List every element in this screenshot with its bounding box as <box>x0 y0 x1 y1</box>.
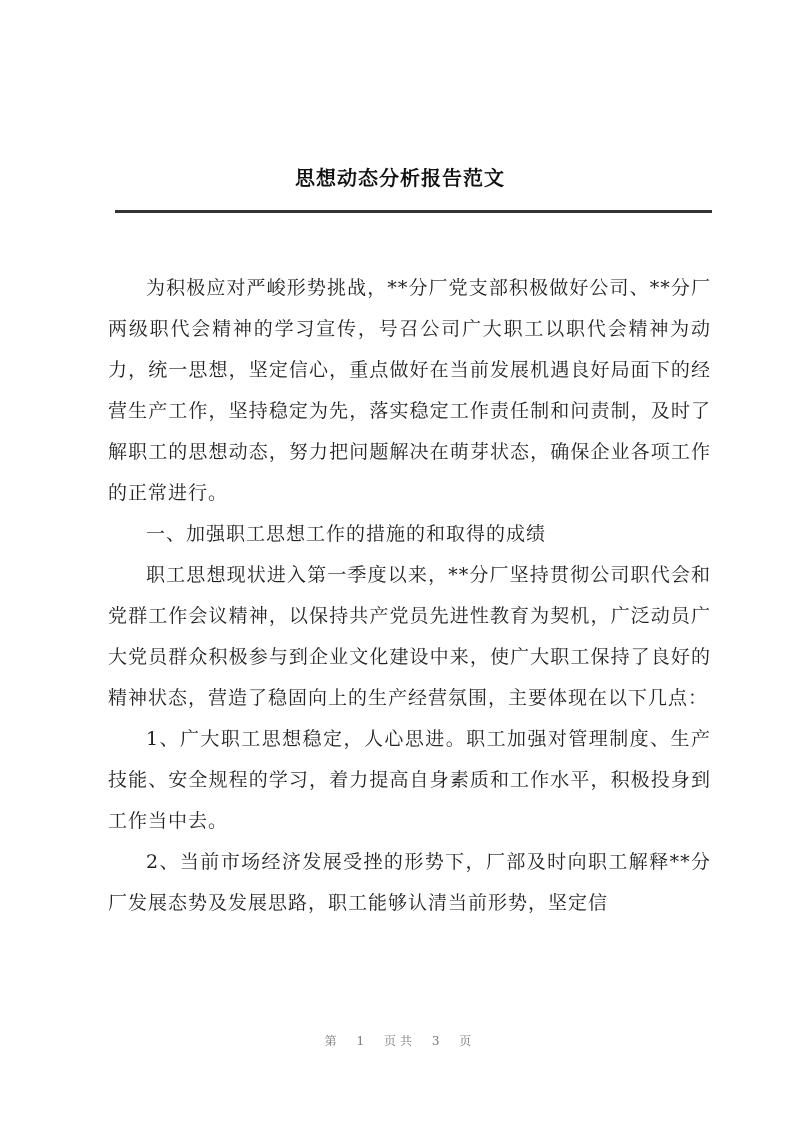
page-footer <box>0 1032 800 1049</box>
footer-middle: 页共 <box>383 1034 416 1048</box>
list-item: 2、当前市场经济发展受挫的形势下，厂部及时向职工解释**分厂发展态势及发展思路，职工能够认清当前形势，坚定信 <box>108 851 711 914</box>
document-title: 思想动态分析报告范文 <box>295 166 505 190</box>
current-page-number: 1 <box>356 1034 369 1048</box>
footer-prefix: 第 <box>324 1034 341 1048</box>
section-heading: 一、加强职工思想工作的措施的和取得的成绩 <box>146 523 547 545</box>
total-page-count: 3 <box>431 1034 444 1048</box>
document-body <box>108 268 711 924</box>
list-item: 1、广大职工思想稳定，人心思进。职工加强对管理制度、生产技能、安全规程的学习，着力提高自身素质和工作水平，积极投身到工作当中去。 <box>108 728 711 832</box>
body-paragraph: 职工思想现状进入第一季度以来，**分厂坚持贯彻公司职代会和党群工作会议精神，以保持共产党员先进性教育为契机，广泛动员广大党员群众积极参与到企业文化建设中来，使广大职工保持了良好的精神状态，营造了稳固向上的生产经营氛围，主要体现在以下几点： <box>108 564 711 709</box>
body-paragraph: 为积极应对严峻形势挑战，**分厂党支部积极做好公司、**分厂两级职代会精神的学习宣传，号召公司广大职工以职代会精神为动力，统一思想，坚定信心，重点做好在当前发展机遇良好局面下的经营生产工作，坚持稳定为先，落实稳定工作责任制和问责制，及时了解职工的思想动态，努力把问题解决在萌芽状态，确保企业各项工作的正常进行。 <box>108 277 711 504</box>
title-divider <box>115 210 712 213</box>
footer-suffix: 页 <box>459 1034 476 1048</box>
